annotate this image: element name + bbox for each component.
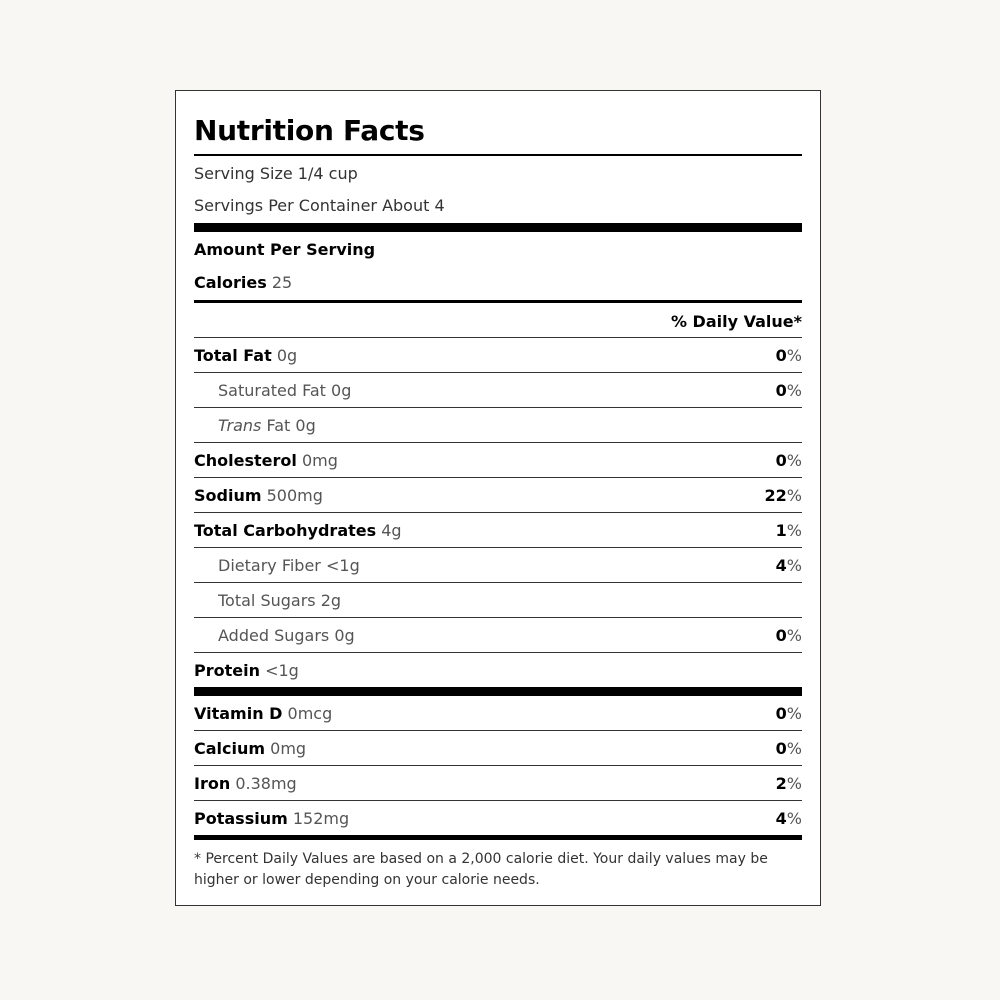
nutrient-row-total-sugars <box>194 582 802 617</box>
percent-sign: % <box>786 555 802 575</box>
vitamins-divider <box>194 687 802 696</box>
vitamin-amount: 152mg <box>292 808 350 828</box>
nutrient-percent: 0 <box>775 625 787 645</box>
vitamin-percent: 0 <box>775 703 787 723</box>
percent-sign: % <box>786 738 802 758</box>
calories-value: 25 <box>271 273 293 292</box>
daily-value-header: % Daily Value* <box>670 312 802 331</box>
nutrient-name: Total Sugars <box>218 590 316 610</box>
vitamin-row-potassium <box>194 800 802 835</box>
nutrient-row-dietary-fiber <box>194 547 802 582</box>
nutrient-amount: 4g <box>381 520 402 540</box>
nutrient-amount: 0mg <box>301 450 338 470</box>
nutrient-row-saturated-fat <box>194 372 802 407</box>
nutrient-amount: <1g <box>325 555 360 575</box>
nutrient-amount: 500mg <box>266 485 323 505</box>
serving-divider <box>194 223 802 232</box>
percent-sign: % <box>786 625 802 645</box>
nutrient-row-total-carbohydrates <box>194 512 802 547</box>
nutrient-percent: 1 <box>775 520 787 540</box>
nutrient-name: Added Sugars <box>218 625 330 645</box>
vitamin-amount: 0mg <box>270 738 307 758</box>
nutrient-name: Fat <box>266 415 291 435</box>
daily-value-footnote: * Percent Daily Values are based on a 2,000 calorie diet. Your daily values may be higher or lower depending on your calorie needs. <box>194 851 768 888</box>
percent-sign: % <box>786 773 802 793</box>
amount-per-serving: Amount Per Serving <box>194 240 376 259</box>
percent-sign: % <box>786 485 802 505</box>
nutrition-facts-label <box>175 90 821 906</box>
nutrient-percent: 0 <box>775 450 787 470</box>
nutrient-row-protein <box>194 652 802 687</box>
vitamin-percent: 4 <box>775 808 787 828</box>
vitamin-name: Potassium <box>194 808 288 828</box>
vitamin-row-vitamin-d <box>194 696 802 730</box>
nutrient-amount: 0g <box>334 625 355 645</box>
nutrient-row-added-sugars <box>194 617 802 652</box>
percent-sign: % <box>786 703 802 723</box>
nutrient-amount: 0g <box>295 415 316 435</box>
nutrient-row-total-fat <box>194 337 802 372</box>
vitamin-amount: 0.38mg <box>235 773 297 793</box>
label-title: Nutrition Facts <box>194 114 425 147</box>
nutrient-percent: 22 <box>764 485 787 505</box>
nutrient-name: Total Fat <box>194 345 272 365</box>
nutrient-name: Sodium <box>194 485 262 505</box>
calories-row <box>194 266 802 300</box>
vitamin-percent: 2 <box>775 773 787 793</box>
nutrient-percent: 0 <box>775 380 787 400</box>
calories-label: Calories <box>194 273 267 292</box>
nutrient-name: Saturated Fat <box>218 380 326 400</box>
vitamin-name: Vitamin D <box>194 703 283 723</box>
nutrient-row-sodium <box>194 477 802 512</box>
vitamin-name: Calcium <box>194 738 266 758</box>
footnote-divider <box>194 835 802 840</box>
nutrient-name: Protein <box>194 660 260 680</box>
percent-sign: % <box>786 345 802 365</box>
nutrient-name: Total Carbohydrates <box>194 520 377 540</box>
nutrient-amount: 0g <box>276 345 298 365</box>
vitamin-amount: 0mcg <box>287 703 333 723</box>
nutrient-name: Cholesterol <box>194 450 297 470</box>
nutrient-amount: <1g <box>265 660 299 680</box>
nutrient-name: Dietary Fiber <box>218 555 321 575</box>
nutrient-percent: 0 <box>775 345 787 365</box>
vitamin-row-iron <box>194 765 802 800</box>
percent-sign: % <box>786 380 802 400</box>
nutrient-amount: 0g <box>331 380 352 400</box>
percent-sign: % <box>786 450 802 470</box>
nutrient-row-trans-fat <box>194 407 802 442</box>
nutrient-name-italic: Trans <box>218 415 262 435</box>
vitamin-name: Iron <box>194 773 231 793</box>
percent-sign: % <box>786 808 802 828</box>
vitamin-percent: 0 <box>775 738 787 758</box>
percent-sign: % <box>786 520 802 540</box>
vitamin-row-calcium <box>194 730 802 765</box>
serving-size: Serving Size 1/4 cup <box>194 164 358 183</box>
nutrient-amount: 2g <box>320 590 342 610</box>
nutrient-percent: 4 <box>775 555 787 575</box>
nutrient-row-cholesterol <box>194 442 802 477</box>
servings-per-container: Servings Per Container About 4 <box>194 196 445 215</box>
